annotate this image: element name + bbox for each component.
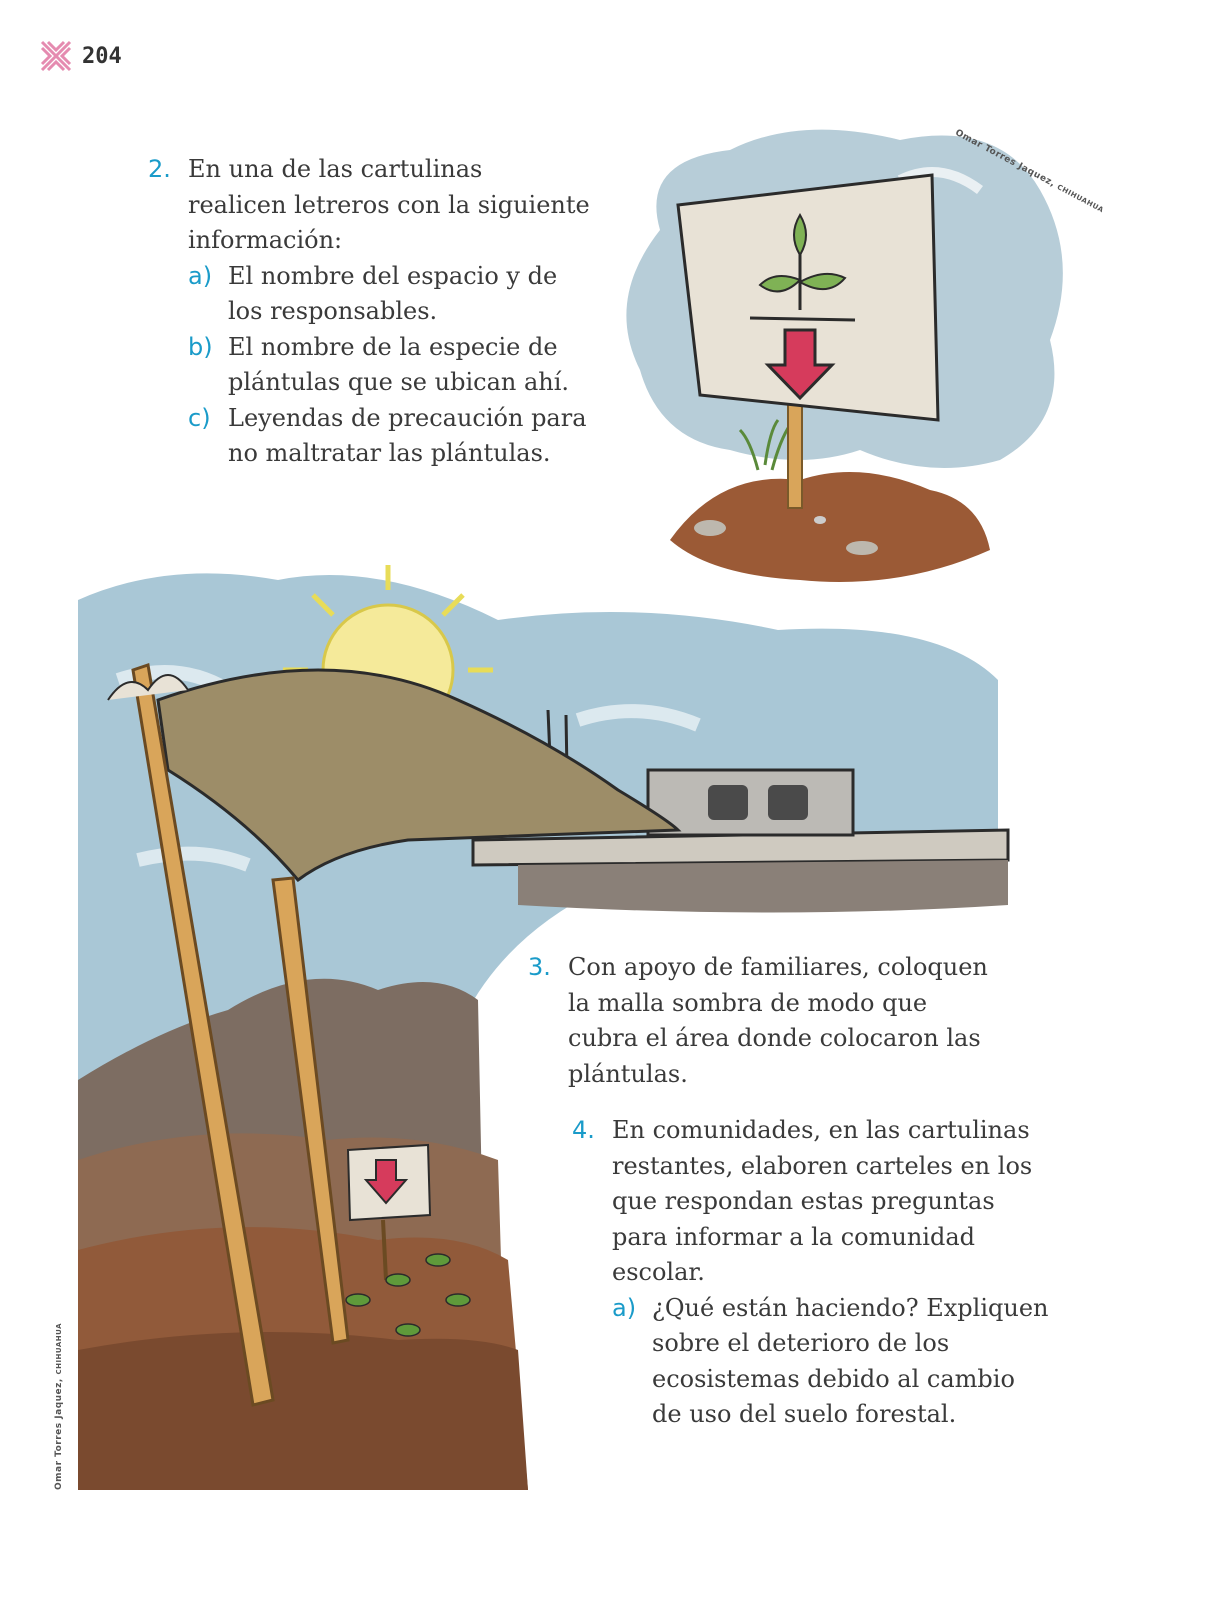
subitem-text-line: los responsables. [228, 297, 438, 325]
item-text-line: la malla sombra de modo que [568, 988, 928, 1017]
subitem-text-line: de uso del suelo forestal. [652, 1400, 957, 1428]
item-text-line: restantes, elaboren carteles en los [612, 1151, 1033, 1180]
subitem-text-line: ¿Qué están haciendo? Expliquen [652, 1293, 1049, 1322]
page-header [38, 38, 122, 74]
decorative-logo-icon [38, 38, 74, 74]
item-number: 3. [528, 953, 551, 981]
item-text-line: plántulas. [568, 1059, 688, 1088]
subitem-letter: a) [612, 1293, 637, 1322]
subitem-text-line: sobre el deterioro de los [652, 1329, 950, 1357]
page-number: 204 [82, 43, 122, 69]
subitem-letter: c) [188, 403, 211, 432]
item-text-line: información: [188, 226, 343, 254]
instruction-item-2 [148, 152, 608, 472]
instruction-item-4 [572, 1113, 1072, 1433]
cinder-block [648, 770, 853, 835]
item-number: 2. [148, 155, 171, 183]
subitem-text-line: no maltratar las plántulas. [228, 439, 551, 467]
sign-post [788, 390, 802, 508]
item-text-line: realicen letreros con la siguiente [188, 190, 590, 219]
sign-illustration [600, 120, 1080, 590]
item-text-line: escolar. [612, 1258, 705, 1286]
item-text-line: que respondan estas preguntas [612, 1187, 995, 1215]
item-text-line: En una de las cartulinas [188, 155, 483, 183]
subitem-letter: b) [188, 332, 213, 361]
item-number: 4. [572, 1116, 595, 1144]
illustration-credit-left: Omar Torres Jaquez, CHIHUAHUA [54, 1322, 64, 1490]
subitem-text-line: El nombre de la especie de [228, 332, 558, 361]
subitem-text-line: plántulas que se ubican ahí. [228, 368, 570, 396]
subitem-a [188, 259, 608, 330]
subitem-letter: a) [188, 261, 213, 290]
subitem-b [188, 330, 608, 401]
subitem-c [188, 401, 608, 472]
item-text-line: Con apoyo de familiares, coloquen [568, 953, 988, 981]
subitem-text-line: Leyendas de precaución para [228, 403, 587, 432]
subitem-text-line: ecosistemas debido al cambio [652, 1364, 1015, 1393]
illustration-credit-top: Omar Torres Jaquez, CHIHUAHUA [953, 128, 1106, 215]
instruction-item-3 [528, 950, 1028, 1092]
item-text-line: cubra el área donde colocaron las [568, 1024, 981, 1052]
item-text-line: para informar a la comunidad [612, 1222, 976, 1251]
subitem-a [612, 1291, 1072, 1433]
item-text-line: En comunidades, en las cartulinas [612, 1116, 1030, 1144]
subitem-text-line: El nombre del espacio y de [228, 261, 558, 290]
